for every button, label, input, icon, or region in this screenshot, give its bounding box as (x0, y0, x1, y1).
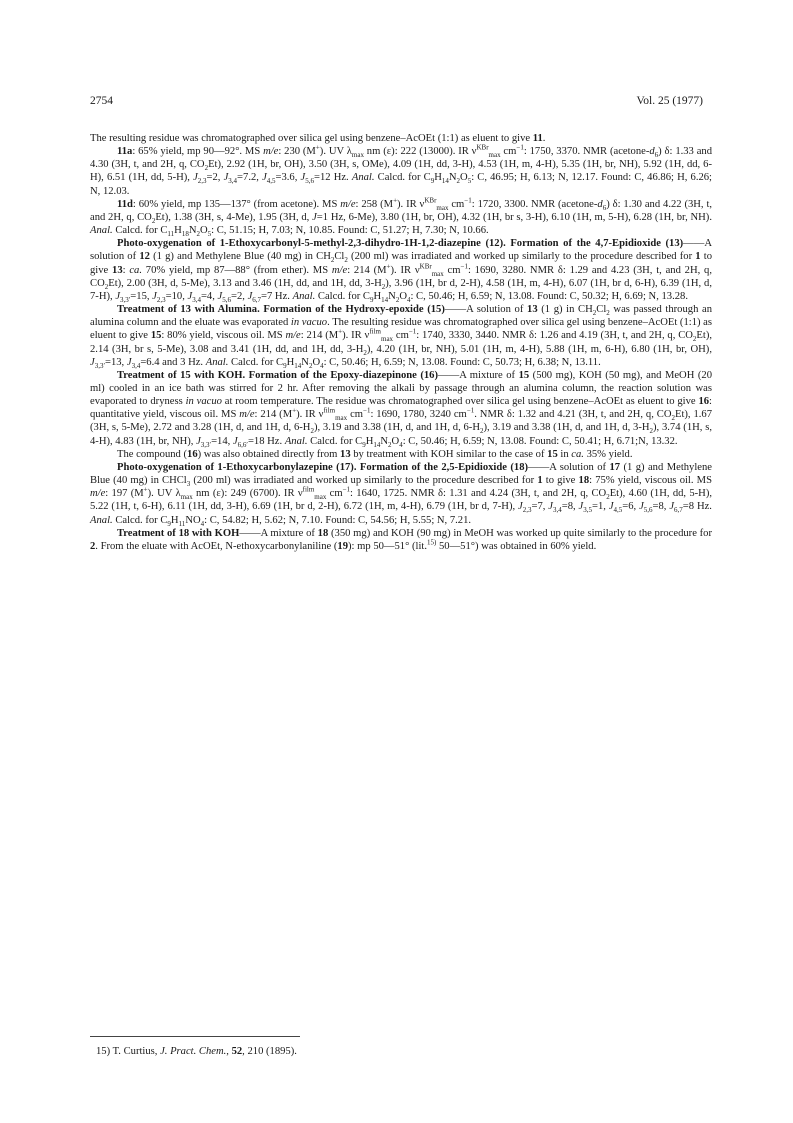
text-segment: : 230 (M (278, 146, 316, 158)
text-segment: =6.4 and 3 Hz. (140, 356, 206, 368)
text-segment: 3,4 (192, 295, 201, 304)
text-segment: : 1740, 3330, 3440. NMR δ: 1.26 and 4.19 (3H, t, and 2H, q, CO (416, 330, 693, 342)
text-segment: ——A mixture of (239, 527, 318, 539)
text-segment: O (460, 172, 468, 184)
text-segment: ) was also obtained directly from (197, 448, 341, 460)
text-segment: O (391, 435, 400, 447)
text-segment: max (436, 203, 449, 212)
text-segment: H (365, 435, 374, 447)
text-segment: =7, (531, 501, 549, 513)
text-segment: : 258 (M (355, 198, 394, 210)
text-segment: max (180, 493, 193, 502)
text-segment: N (188, 225, 197, 237)
text-segment: −1 (516, 143, 524, 152)
text-segment: H (174, 225, 182, 237)
text-segment: cm (347, 409, 364, 421)
text-segment: 4 (320, 361, 324, 370)
text-segment: max (335, 414, 348, 423)
text-segment: : 214 (M (300, 330, 339, 342)
text-segment: ——A solution of (90, 238, 712, 263)
text-segment: 6,7 (674, 506, 683, 515)
text-segment: 3,3′ (120, 295, 131, 304)
text-segment: 3,4 (131, 361, 141, 370)
paragraph-p7 (90, 461, 712, 527)
text-segment: =1, (592, 501, 609, 513)
text-segment: 2 (692, 335, 697, 344)
text-segment: m/e (285, 330, 301, 342)
text-segment: max (351, 151, 364, 160)
text-segment: 2 (381, 282, 386, 291)
text-segment: J (312, 211, 317, 223)
text-segment: =8, (561, 501, 579, 513)
text-segment: 15 (547, 448, 558, 460)
text-segment: H (373, 290, 382, 302)
footnote-marker: 15) (96, 1046, 111, 1057)
text-segment: H (434, 172, 442, 184)
text-segment: N (448, 172, 457, 184)
text-segment: 2 (649, 427, 654, 436)
text-segment: 2 (606, 493, 610, 502)
text-segment: J (115, 290, 121, 302)
text-segment: J (518, 501, 523, 513)
paragraph-p3 (90, 237, 712, 303)
text-segment: ), 3.74 (1H, s, 4-H), 4.83 (1H, br, NH), (90, 422, 712, 447)
text-segment: 2 (456, 177, 461, 186)
text-segment: ). UV λ (147, 488, 181, 500)
text-segment: 2 (196, 230, 200, 239)
text-segment: 16 (187, 448, 198, 460)
text-segment: Treatment of 15 with KOH. Formation of the Epoxy-diazepinone (16) (117, 369, 439, 381)
text-segment: =10, (165, 290, 188, 302)
text-segment: (200 ml) was irradiated and worked up similarly to the procedure described for (347, 251, 696, 263)
text-segment: KBr (419, 262, 432, 271)
text-segment: Et), 4.60 (1H, dd, 5-H), 5.22 (1H, t, 6-H), 6.11 (1H, dd, 3-H), 6.69 (1H, br d, 2-H), 6.72 (1H, m, 4-H), 6.79 (1H, br d, 7-H), (90, 488, 713, 513)
text-segment: cm (326, 488, 343, 500)
text-segment: KBr (476, 143, 489, 152)
text-segment: =7.2, (237, 172, 263, 184)
text-segment: 3,4 (228, 177, 238, 186)
text-segment: J (578, 501, 584, 513)
text-segment: Calcd. for C (112, 514, 168, 526)
text-segment: 2 (344, 256, 348, 265)
text-segment: 11a (117, 146, 133, 158)
text-segment: ——A solution of (528, 461, 610, 473)
text-segment: 4,5 (266, 177, 276, 186)
text-segment: (1 g) in CH (537, 304, 593, 316)
text-segment: H (170, 514, 179, 526)
text-segment: =18 Hz. (247, 435, 285, 447)
text-segment: 2 (90, 540, 96, 552)
text-segment: 2 (388, 440, 392, 449)
text-segment: 11d (117, 198, 133, 210)
text-segment: m/e (239, 409, 255, 421)
text-segment: 15 (518, 369, 530, 381)
text-segment: in vacuo (185, 396, 222, 408)
text-segment: ). UV λ (319, 146, 352, 158)
text-segment: 5 (467, 177, 472, 186)
text-segment: : 75% yield, viscous oil. MS (589, 475, 712, 487)
text-segment: 9 (370, 295, 374, 304)
text-segment: 9 (430, 177, 435, 186)
text-segment: to give (542, 475, 579, 487)
text-segment: : 1690, 1780, 3240 cm (370, 409, 467, 421)
text-segment: =2, (206, 172, 224, 184)
text-segment: 2 (308, 361, 313, 370)
text-segment: The compound ( (117, 448, 188, 460)
text-segment: 18 (181, 230, 189, 239)
text-segment: : 1640, 1725. NMR δ: 1.31 and 4.24 (3H, t, and 2H, q, CO (350, 488, 607, 500)
text-segment: ). IR ν (296, 409, 324, 421)
text-segment: 14 (381, 295, 389, 304)
text-segment: film (302, 485, 315, 494)
text-segment: : 1720, 3300. NMR (acetone- (471, 198, 598, 210)
text-segment: The resulting residue was chromatographed over silica gel using benzene–AcOEt (1:1) as eluent to give (90, 133, 533, 144)
text-segment: . (542, 133, 546, 144)
footnote-pages-year: , 210 (1895). (242, 1046, 297, 1057)
text-segment: N (301, 356, 309, 368)
text-segment: 3,5 (583, 506, 592, 515)
text-segment: J (639, 501, 644, 513)
text-segment: −1 (342, 485, 351, 494)
text-segment: J (669, 501, 675, 513)
text-segment: 18 (578, 475, 590, 487)
text-segment: ca. (129, 264, 143, 276)
text-segment: Calcd. for C (307, 435, 363, 447)
paragraph-p1 (90, 145, 712, 198)
text-segment: 13 (340, 448, 351, 460)
text-segment: J (262, 172, 267, 184)
text-segment: m/e (331, 264, 348, 276)
text-segment: 11 (532, 133, 543, 144)
text-segment: + (315, 143, 320, 152)
text-segment: 18 (317, 527, 329, 539)
text-segment: 2 (330, 256, 335, 265)
text-segment: J (217, 290, 223, 302)
text-segment: : 80% yield, viscous oil. MS (161, 330, 286, 342)
text-segment: + (292, 406, 297, 415)
text-segment: ca. (571, 448, 584, 460)
text-segment: : 1690, 3280. NMR δ: 1.29 and 4.23 (3H, t, and 2H, q, CO (90, 264, 712, 289)
text-segment: J (300, 172, 306, 184)
text-segment: 14 (441, 177, 449, 186)
text-segment: : C, 54.82; H, 5.62; N, 7.10. Found: C, 54.56; H, 5.55; N, 7.21. (204, 514, 472, 526)
text-segment: (350 mg) and KOH (90 mg) in MeOH was worked up quite similarly to the procedure for (328, 527, 713, 539)
text-segment: 3,3′ (94, 361, 105, 370)
text-segment: ). IR ν (342, 330, 370, 342)
text-segment: =8, (652, 501, 670, 513)
text-segment: ). IR ν (390, 264, 420, 276)
text-segment: −1 (464, 196, 472, 205)
text-segment: Et), 1.67 (3H, s, 5-Me), 2.72 and 3.28 (1H, d, and 1H, d, 6-H (90, 409, 713, 434)
text-segment: Cl (334, 251, 345, 263)
text-segment: Anal. (351, 172, 375, 184)
text-segment: in (557, 448, 572, 460)
text-segment: 4 (200, 519, 205, 528)
text-segment: Cl (596, 304, 607, 316)
text-segment: =14, (211, 435, 233, 447)
text-segment: . The resulting residue was chromatographed over silica gel using benzene–AcOEt (1:1) as eluent to give (90, 317, 712, 342)
text-segment: =15, (130, 290, 153, 302)
text-segment: 2 (151, 217, 156, 226)
text-segment: : C, 46.95; H, 6.13; N, 12.17. Found: C, 46.86; H, 6.26; N, 12.03. (90, 172, 713, 197)
text-segment: Anal. (284, 435, 308, 447)
text-segment: 2 (479, 427, 484, 436)
text-segment: 1 (695, 251, 701, 263)
text-segment: : 65% yield, mp 90—92°. MS (132, 146, 264, 158)
text-segment: Anal. (90, 225, 113, 237)
text-segment: Calcd. for C (315, 290, 370, 302)
text-segment: : 1750, 3370. NMR (acetone- (523, 146, 650, 158)
text-segment: Treatment of 13 with Alumina. Formation of the Hydroxy-epoxide (15) (117, 304, 445, 316)
text-segment: ). IR ν (397, 198, 425, 210)
text-segment: 14 (294, 361, 302, 370)
footnote-rule (90, 1036, 300, 1037)
text-segment: . NMR δ: 1.32 and 4.21 (3H, t, and 2H, q, CO (474, 409, 672, 421)
text-segment: Et), 2.92 (1H, br, OH), 3.50 (3H, s, OMe), 4.09 (1H, dd, 3-H), 4.53 (1H, m, 4-H), 5.35 (1H, br, NH), 5.92 (1H, dd, 6-H), 6.51 (1H, dd, 5-H), (90, 159, 712, 184)
text-segment: J (196, 435, 201, 447)
text-segment: =7 Hz. (261, 290, 293, 302)
text-segment: J (223, 172, 229, 184)
text-segment: =1 Hz, 6-Me), 3.80 (1H, br, OH), 4.32 (1H, br s, 3-H), 6.10 (1H, m, 5-H), 6.28 (1H, br, NH). (316, 211, 712, 223)
text-segment: 11 (178, 519, 186, 528)
text-segment: NO (185, 514, 201, 526)
text-segment: 13 (527, 304, 538, 316)
text-segment: : C, 51.15; H, 7.03; N, 10.85. Found: C, 51.27; H, 7.30; N, 10.66. (211, 225, 489, 237)
text-segment: 2 (606, 309, 610, 318)
text-segment: 14 (373, 440, 381, 449)
text-segment: d (597, 198, 603, 210)
paragraph-p8 (90, 527, 712, 553)
text-segment: J (187, 290, 193, 302)
text-segment: Calcd. for C (374, 172, 431, 184)
text-segment: + (338, 327, 343, 336)
text-segment: 2 (363, 348, 367, 357)
text-segment: by treatment with KOH similar to the case of (350, 448, 548, 460)
text-segment: 3 (186, 480, 191, 489)
text-segment: d (649, 146, 655, 158)
text-segment: 2 (592, 309, 597, 318)
text-segment: J (90, 356, 95, 368)
footnote-author: T. Curtius, (112, 1046, 158, 1057)
text-segment: 12 (139, 251, 150, 263)
text-segment: 5,6 (222, 295, 231, 304)
text-segment: 2,3 (156, 295, 166, 304)
text-segment: + (393, 196, 398, 205)
text-segment: ——A mixture of (438, 369, 519, 381)
text-segment: cm (500, 146, 517, 158)
body-text (90, 132, 712, 553)
text-segment: =3.6, (275, 172, 301, 184)
text-segment: (1 g) and Methylene Blue (40 mg) in CH (149, 251, 331, 263)
text-segment: max (431, 269, 444, 278)
text-segment: −1 (460, 262, 468, 271)
text-segment: max (314, 493, 327, 502)
text-segment: O (199, 225, 208, 237)
text-segment: 6,6′ (237, 440, 248, 449)
text-segment: N (380, 435, 389, 447)
text-segment: 9 (167, 519, 171, 528)
text-segment: 6,7 (252, 295, 262, 304)
text-segment: J (152, 290, 157, 302)
text-segment: . From the eluate with AcOEt, N-ethoxycarbonylaniline ( (95, 540, 338, 552)
text-segment: ), 3.19 and 3.38 (1H, d, and 1H, d, 3-H (483, 422, 650, 434)
text-segment: O (312, 356, 321, 368)
text-segment: 16 (698, 396, 710, 408)
text-segment: 6 (654, 151, 659, 160)
text-segment: H (286, 356, 295, 368)
text-segment: 2 (310, 427, 314, 436)
text-segment: J (126, 356, 132, 368)
text-segment: ): mp 50—51° (lit. (348, 540, 427, 552)
text-segment: cm (448, 198, 465, 210)
text-segment: Photo-oxygenation of 1-Ethoxycarbonylazepine (17). Formation of the 2,5-Epidioxide (18) (117, 461, 529, 473)
text-segment: cm (393, 330, 409, 342)
text-segment: Et), 2.00 (3H, d, 5-Me), 3.13 and 3.46 (1H, dd, and 1H, dd, 3-H (108, 277, 382, 289)
text-segment: ), 4.20 (1H, br, NH), 5.01 (1H, m, 4-H), 5.88 (1H, m, 6-H), 6.80 (1H, br, OH), (366, 343, 712, 355)
text-segment: 15) (427, 538, 437, 547)
paragraph-p6 (90, 448, 712, 461)
text-segment: Et), 2.14 (3H, br s, 5-Me), 3.08 and 3.41 (1H, dd, and 1H, dd, 3-H (90, 330, 713, 355)
running-header (90, 95, 703, 111)
text-segment: N (388, 290, 396, 302)
footnote: 15) T. Curtius, J. Pract. Chem., 52, 210 (1895). (96, 1046, 297, 1057)
text-segment: ) δ: 1.33 and 4.30 (3H, t, and 2H, q, CO (90, 146, 712, 171)
text-segment: KBr (424, 196, 437, 205)
text-segment: : 214 (M (254, 409, 293, 421)
text-segment: : 197 (M (105, 488, 144, 500)
text-segment: =2, (230, 290, 248, 302)
text-segment: 70% yield, mp 87—88° (from ether). MS (142, 264, 332, 276)
text-segment: ), 3.19 and 3.38 (1H, d, and 1H, d, 6-H (313, 422, 480, 434)
text-segment: 2 (671, 414, 675, 423)
text-segment: −1 (466, 406, 475, 415)
text-segment: 5,6 (643, 506, 653, 515)
text-segment: cm (443, 264, 461, 276)
text-segment: Photo-oxygenation of 1-Ethoxycarbonyl-5-methyl-2,3-dihydro-1H-1,2-diazepine (12). Formation of the 4,7-Epidioxide (13) (117, 238, 684, 250)
text-segment: Anal. (90, 514, 113, 526)
text-segment: m/e (340, 198, 356, 210)
text-segment: 15 (150, 330, 162, 342)
text-segment: film (369, 327, 381, 336)
text-segment: 35% yield. (583, 448, 633, 460)
text-segment: : (122, 264, 130, 276)
volume-label: Vol. 25 (1977) (636, 95, 703, 107)
text-segment: 2,3 (197, 177, 207, 186)
text-segment: J (247, 290, 253, 302)
text-segment: : 214 (M (347, 264, 387, 276)
text-segment: 2 (204, 164, 209, 173)
text-segment: to give (90, 251, 712, 276)
text-segment: Calcd. for C (112, 225, 168, 237)
paragraph-p4 (90, 303, 712, 369)
paragraph-p2 (90, 198, 712, 237)
text-segment: Treatment of 18 with KOH (117, 527, 240, 539)
text-segment: 50—51°) was obtained in 60% yield. (436, 540, 597, 552)
text-segment: : quantitative yield, viscous oil. MS (90, 396, 712, 421)
text-segment: max (488, 151, 501, 160)
text-segment: Anal. (292, 290, 316, 302)
text-segment: ), 3.96 (1H, br d, 2-H), 4.58 (1H, m, 4-H), 6.07 (1H, br d, 6-H), 6.39 (1H, d, 7-H), (90, 277, 712, 302)
text-segment: : C, 50.46; H, 6.59; N, 13.08. Found: C, 50.32; H, 6.69; N, 13.28. (410, 290, 688, 302)
text-segment: : 60% yield, mp 135—137° (from acetone). MS (132, 198, 341, 210)
text-segment: nm (ε): 249 (6700). IR ν (192, 488, 303, 500)
text-segment: was passed through an alumina column and the eluate was evaporated (90, 304, 713, 329)
text-segment: =12 Hz. (313, 172, 352, 184)
text-segment: J (193, 172, 198, 184)
text-segment: 4 (399, 440, 403, 449)
text-segment: −1 (408, 327, 417, 336)
text-segment: ) δ: 1.30 and 4.22 (3H, t, and 2H, q, CO (90, 198, 713, 223)
text-segment: 11 (167, 230, 175, 239)
text-segment: Calcd. for C (228, 356, 284, 368)
text-segment: ——A solution of (444, 304, 528, 316)
text-segment: film (323, 406, 336, 415)
text-segment: (500 mg), KOH (50 mg), and MeOH (20 ml) cooled in an ice bath was stirred for 2 hr. After removing the alkali by passage through an alumina column, the reaction solution was evaporated to dryness (90, 369, 712, 408)
text-segment: + (386, 262, 391, 271)
text-segment: 5 (207, 230, 212, 239)
text-segment: + (143, 485, 148, 494)
text-segment: 2 (104, 282, 109, 291)
text-segment: O (399, 290, 407, 302)
text-segment: J (548, 501, 553, 513)
text-segment: (200 ml) was irradiated and worked up similarly to the procedure described for (190, 475, 538, 487)
page-number: 2754 (90, 95, 113, 107)
text-segment: : C, 50.46; H, 6.59; N, 13.08. Found: C, 50.73; H, 6.38; N, 13.11. (323, 356, 601, 368)
text-segment: 4,5 (613, 506, 623, 515)
text-segment: Anal. (205, 356, 229, 368)
text-segment: nm (ε): 222 (13000). IR ν (363, 146, 477, 158)
paragraph-p5 (90, 369, 712, 448)
text-segment: 6 (602, 203, 607, 212)
text-segment: m/e (263, 146, 279, 158)
text-segment: 5,6 (305, 177, 314, 186)
text-segment: J (608, 501, 614, 513)
text-segment: 2 (395, 295, 400, 304)
text-segment: m/e (90, 488, 106, 500)
text-segment: 3,4 (552, 506, 562, 515)
text-segment: at room temperature. The residue was chromatographed over silica gel using benzene–AcOEt as eluent to give (221, 396, 699, 408)
footnote-journal: J. Pract. Chem. (160, 1046, 227, 1057)
text-segment: J (232, 435, 238, 447)
text-segment: =8 Hz. (682, 501, 712, 513)
text-segment: 17 (609, 461, 621, 473)
text-segment: =6, (622, 501, 640, 513)
text-segment: 2,3 (522, 506, 532, 515)
text-segment: in vacuo (290, 317, 328, 329)
text-segment: max (381, 335, 394, 344)
text-segment: =4, (200, 290, 218, 302)
footnote-volume: 52 (231, 1046, 243, 1057)
text-segment: 4 (406, 295, 411, 304)
text-segment: =13, (104, 356, 127, 368)
text-segment: Et), 1.38 (3H, s, 4-Me), 1.95 (3H, d, (155, 211, 313, 223)
text-segment: 13 (112, 264, 123, 276)
text-segment: 9 (362, 440, 366, 449)
text-segment: 3,3′ (200, 440, 212, 449)
text-segment: 19 (337, 540, 349, 552)
text-segment: −1 (363, 406, 371, 415)
text-segment: 9 (283, 361, 287, 370)
paragraph-p0 (90, 132, 712, 145)
text-segment: (1 g) and Methylene Blue (40 mg) in CHCl (90, 461, 712, 487)
text-segment: 1 (537, 475, 543, 487)
text-segment: : C, 50.46; H, 6.59; N, 13.08. Found: C, 50.41; H, 6.71;N, 13.32. (402, 435, 678, 447)
